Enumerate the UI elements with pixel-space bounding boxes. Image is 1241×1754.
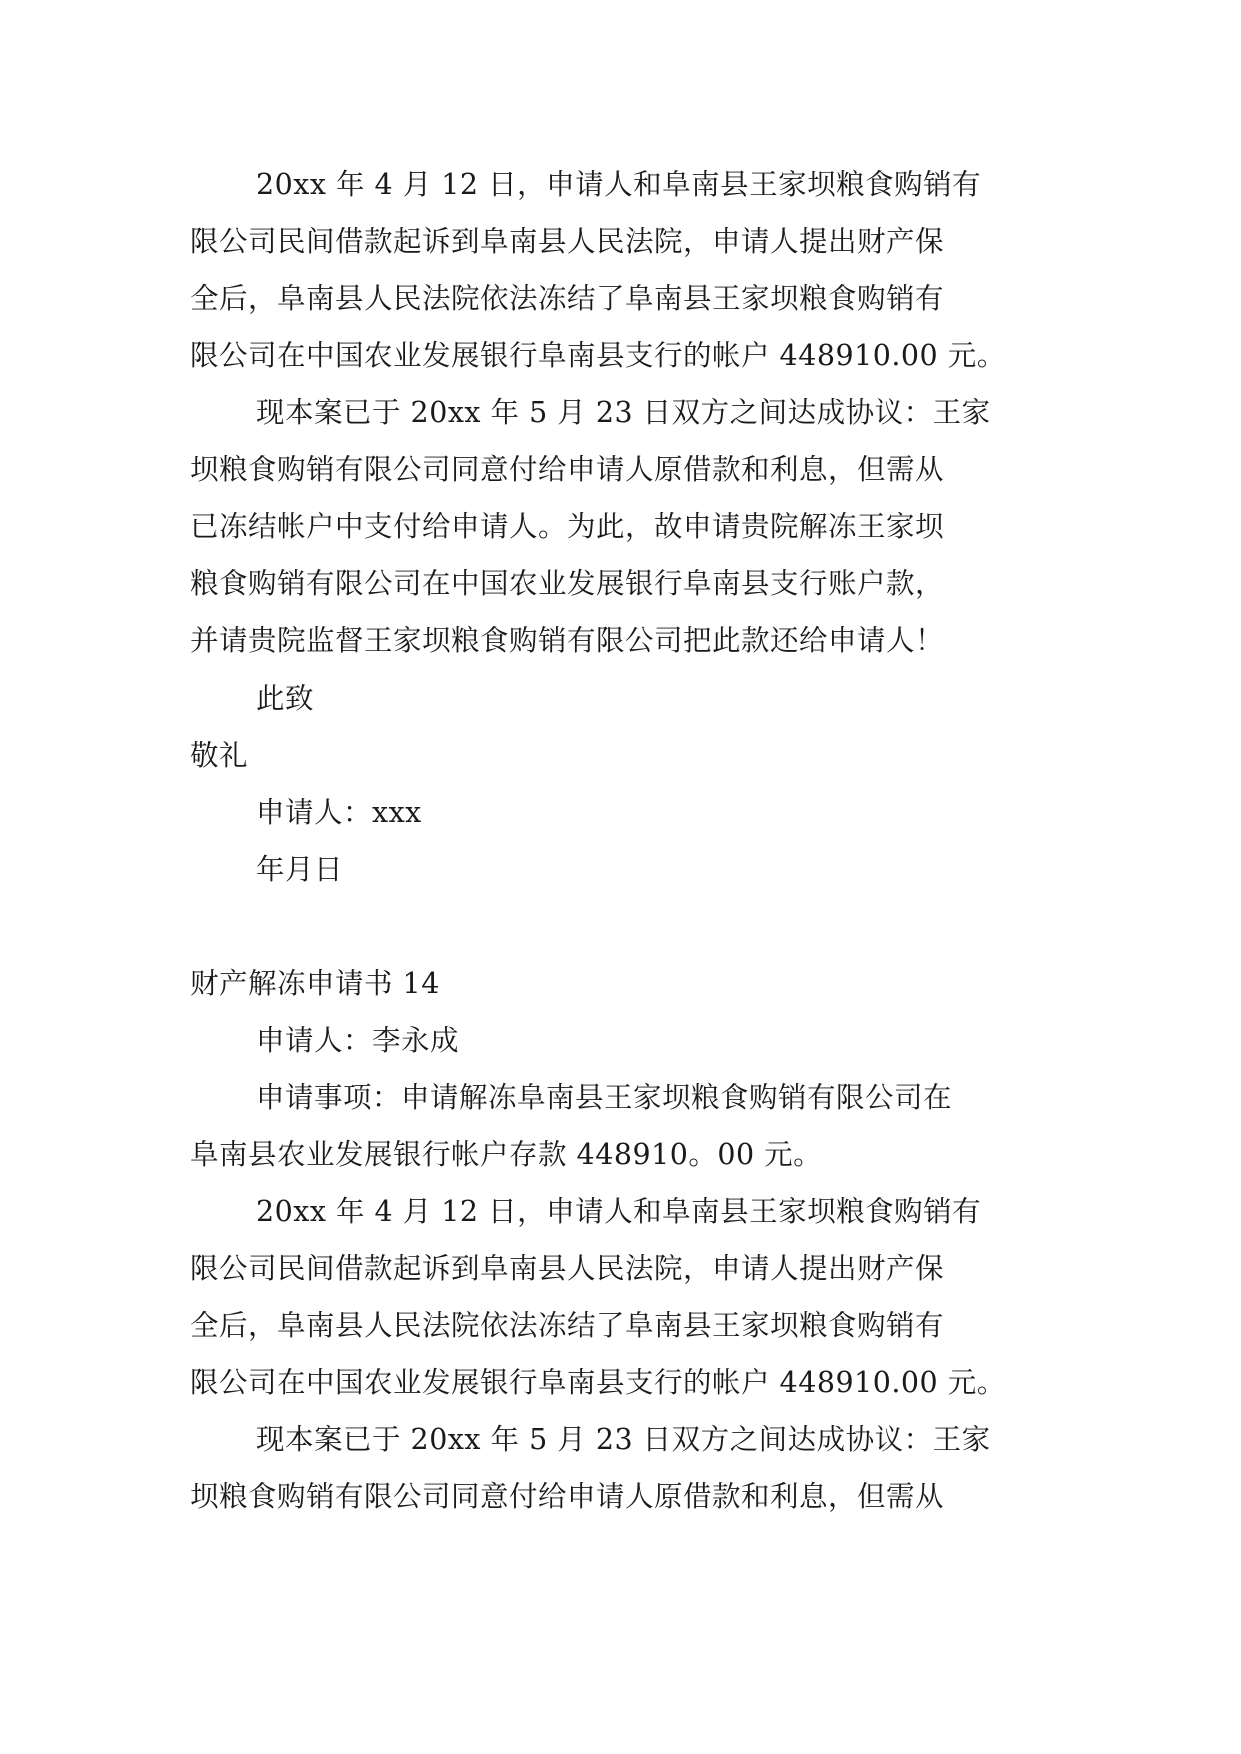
closing-line: 此致 [256, 682, 315, 715]
request-item-line: 申请事项：申请解冻阜南县王家坝粮食购销有限公司在 [256, 1081, 953, 1114]
paragraph-line: 全后，阜南县人民法院依法冻结了阜南县王家坝粮食购销有 [190, 282, 945, 315]
paragraph-line: 全后，阜南县人民法院依法冻结了阜南县王家坝粮食购销有 [190, 1309, 945, 1342]
paragraph-line: 粮食购销有限公司在中国农业发展银行阜南县支行账户款， [190, 567, 945, 600]
applicant-signature: 申请人：xxx [256, 796, 422, 829]
date-line: 年月日 [256, 853, 344, 886]
salutation-line: 敬礼 [190, 739, 249, 772]
paragraph-line: 限公司在中国农业发展银行阜南县支行的帐户 448910.00 元。 [190, 1366, 1006, 1399]
paragraph-line: 20xx 年 4 月 12 日，申请人和阜南县王家坝粮食购销有 [256, 1195, 982, 1228]
paragraph-line: 已冻结帐户中支付给申请人。为此，故申请贵院解冻王家坝 [190, 510, 945, 543]
paragraph-line: 现本案已于 20xx 年 5 月 23 日双方之间达成协议：王家 [256, 396, 991, 429]
paragraph-line: 限公司民间借款起诉到阜南县人民法院，申请人提出财产保 [190, 225, 945, 258]
request-item-line: 阜南县农业发展银行帐户存款 448910。00 元。 [190, 1138, 823, 1171]
paragraph-line: 限公司在中国农业发展银行阜南县支行的帐户 448910.00 元。 [190, 339, 1006, 372]
paragraph-line: 坝粮食购销有限公司同意付给申请人原借款和利息，但需从 [190, 1480, 945, 1513]
paragraph-line: 现本案已于 20xx 年 5 月 23 日双方之间达成协议：王家 [256, 1423, 991, 1456]
paragraph-line: 20xx 年 4 月 12 日，申请人和阜南县王家坝粮食购销有 [256, 168, 982, 201]
section-title: 财产解冻申请书 14 [190, 967, 440, 1000]
paragraph-line: 坝粮食购销有限公司同意付给申请人原借款和利息，但需从 [190, 453, 945, 486]
applicant-line: 申请人：李永成 [256, 1024, 460, 1057]
paragraph-line: 限公司民间借款起诉到阜南县人民法院，申请人提出财产保 [190, 1252, 945, 1285]
paragraph-line: 并请贵院监督王家坝粮食购销有限公司把此款还给申请人！ [190, 624, 945, 657]
